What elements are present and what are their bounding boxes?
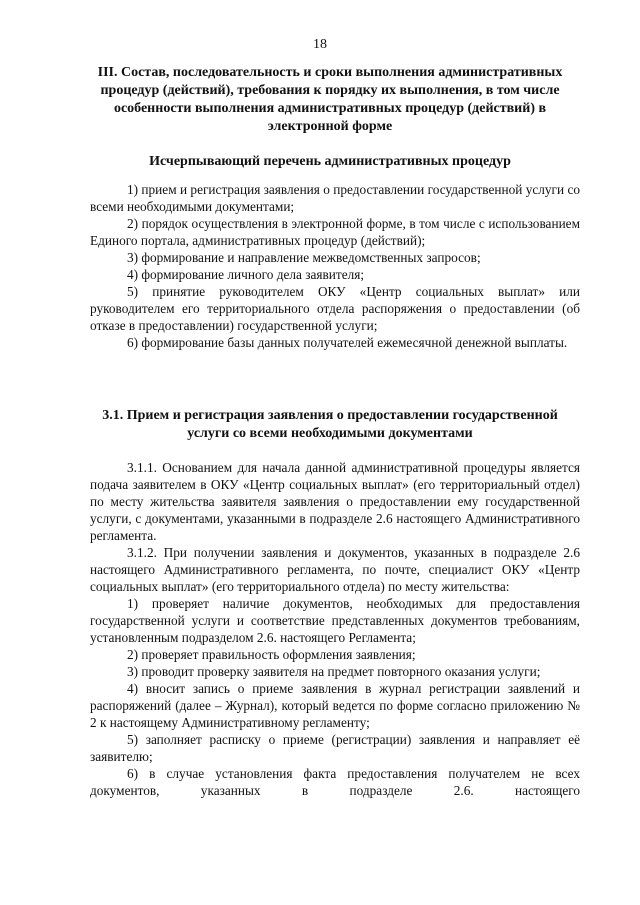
list-item: 2) порядок осуществления в электронной форме, в том числе с использованием Единого портала, административных процедур (действий); (90, 216, 580, 248)
paragraph: 6) в случае установления факта предоставления получателем не всех документов, указанных в подразделе 2.6. настоящего (90, 766, 580, 798)
paragraph: 3) проводит проверку заявителя на предмет повторного оказания услуги; (127, 664, 541, 679)
list-item: 6) формирование базы данных получателей ежемесячной денежной выплаты. (127, 335, 568, 350)
paragraph: 3.1.1. Основанием для начала данной административной процедуры является подача заявителем в ОКУ «Центр социальных выплат» (его территориальный отдел) по месту жительства заявителя заявления о предоставлении ему государственной услуги, с документами, указанными в подразделе 2.6 настоящего Административного регламента. (90, 460, 580, 543)
list-item: 5) принятие руководителем ОКУ «Центр социальных выплат» или руководителем его территориального отдела распоряжения о предоставлении (об отказе в предоставлении) государственной услуги; (90, 284, 580, 333)
paragraph: 4) вносит запись о приеме заявления в журнал регистрации заявлений и распоряжений (далее – Журнал), который ведется по форме согласно приложению № 2 к настоящему Административному регламенту; (90, 681, 580, 730)
procedures-list (90, 181, 580, 351)
paragraph: 3.1.2. При получении заявления и документов, указанных в подразделе 2.6 настоящего Административного регламента, по почте, специалист ОКУ «Центр социальных выплат» (его территориального отдела) по месту жительства: (90, 545, 580, 594)
page-number: 18 (313, 37, 327, 52)
procedures-list-heading: Исчерпывающий перечень административных процедур (149, 154, 511, 169)
paragraph: 2) проверяет правильность оформления заявления; (127, 647, 416, 662)
subsection-body (90, 459, 580, 799)
list-item: 3) формирование и направление межведомственных запросов; (127, 250, 481, 265)
list-item: 1) прием и регистрация заявления о предоставлении государственной услуги со всеми необходимыми документами; (90, 182, 580, 214)
section-title: III. Состав, последовательность и сроки выполнения административных процедур (действий), требования к порядку их выполнения, в том числе особенности выполнения административных процедур (действий) в электронной форме (97, 65, 563, 134)
list-item: 4) формирование личного дела заявителя; (127, 267, 365, 282)
subsection-title: 3.1. Прием и регистрация заявления о предоставлении государственной услуги со всеми необходимыми документами (102, 408, 558, 441)
paragraph: 5) заполняет расписку о приеме (регистрации) заявления и направляет её заявителю; (90, 732, 580, 764)
paragraph: 1) проверяет наличие документов, необходимых для предоставления государственной услуги и соответствие представленных документов требованиям, установленным подразделом 2.6. настоящего Регламента; (90, 596, 580, 645)
